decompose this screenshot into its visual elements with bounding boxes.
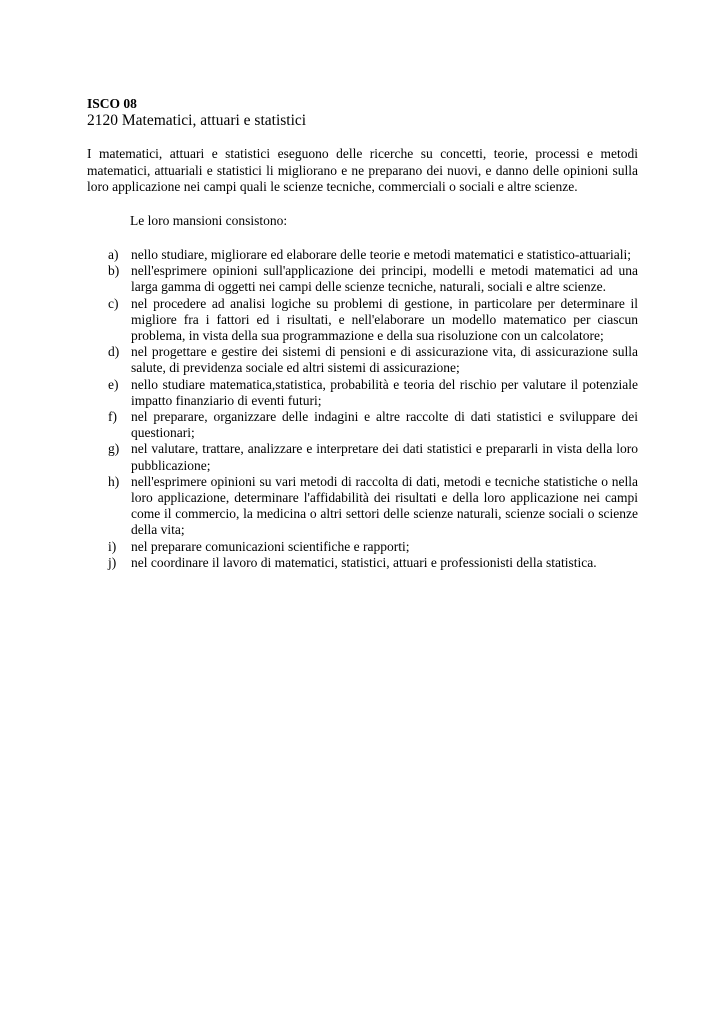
duty-text: nel progettare e gestire dei sistemi di pensioni e di assicurazione vita, di assicurazione sulla salute, di previdenza sociale ed altri sistemi di assicurazione; [131,344,638,376]
duty-item-h [87,474,638,539]
duty-item-e [87,377,638,409]
duty-marker: d) [108,344,120,360]
duty-text: nel coordinare il lavoro di matematici, statistici, attuari e professionisti della statistica. [131,554,597,570]
duty-item-c [87,296,638,345]
duty-item-a [87,247,638,263]
duty-text: nel valutare, trattare, analizzare e interpretare dei dati statistici e prepararli in vista della loro pubblicazione; [131,441,638,473]
duty-item-i [87,539,638,555]
duty-text: nello studiare matematica,statistica, probabilità e teoria del rischio per valutare il potenziale impatto finanziario di eventi futuri; [131,376,638,408]
duty-item-j [87,555,638,571]
duty-text: nello studiare, migliorare ed elaborare delle teorie e metodi matematici e statistico-attuariali; [131,247,632,262]
document-content [87,96,638,571]
classification-code: ISCO 08 [87,96,137,111]
intro-paragraph: I matematici, attuari e statistici eseguono delle ricerche su concetti, teorie, processi e metodi matematici, attuariali e statistici li migliorano e ne preparano dei nuovi, e danno delle opinioni sulla loro applicazione nei campi quali le scienze tecniche, commerciali o sociali e altre scienze. [87,146,638,194]
duty-marker: e) [108,376,119,392]
duty-text: nel procedere ad analisi logiche su problemi di gestione, in particolare per determinare il migliore fra i fattori ed i risultati, e nell'elaborare un modello matematico per ciascun problema, in vista della sua programmazione e della sua risoluzione con un calcolatore; [131,295,638,344]
duty-item-b [87,263,638,295]
duties-list [87,247,638,571]
occupation-title: 2120 Matematici, attuari e statistici [87,112,307,129]
duty-text: nel preparare, organizzare delle indagini e altre raccolte di dati statistici e sviluppare dei questionari; [131,409,638,441]
duty-item-d [87,344,638,376]
duty-item-f [87,409,638,441]
duties-lead: Le loro mansioni consistono: [130,212,288,228]
duty-marker: b) [108,263,120,279]
duty-marker: i) [108,538,117,554]
duty-marker: f) [108,409,117,425]
duty-marker: g) [108,441,120,457]
duty-text: nell'esprimere opinioni sull'applicazione dei principi, modelli e metodi matematici ad una larga gamma di oggetti nei campi delle scienze tecniche, naturali, sociali e altre scienze. [131,263,638,295]
duty-text: nell'esprimere opinioni su vari metodi di raccolta di dati, metodi e tecniche statistiche o nella loro applicazione, determinare l'affidabilità dei risultati e della loro applicazione nei campi come il commercio, la medicina o altri settori delle scienze naturali, scienze sociali o scienze della vita; [131,473,638,538]
duty-marker: c) [108,295,119,311]
duty-text: nel preparare comunicazioni scientifiche e rapporti; [131,538,410,554]
duty-marker: a) [108,247,119,262]
duty-marker: h) [108,473,120,489]
duty-item-g [87,441,638,473]
duty-marker: j) [108,554,117,570]
